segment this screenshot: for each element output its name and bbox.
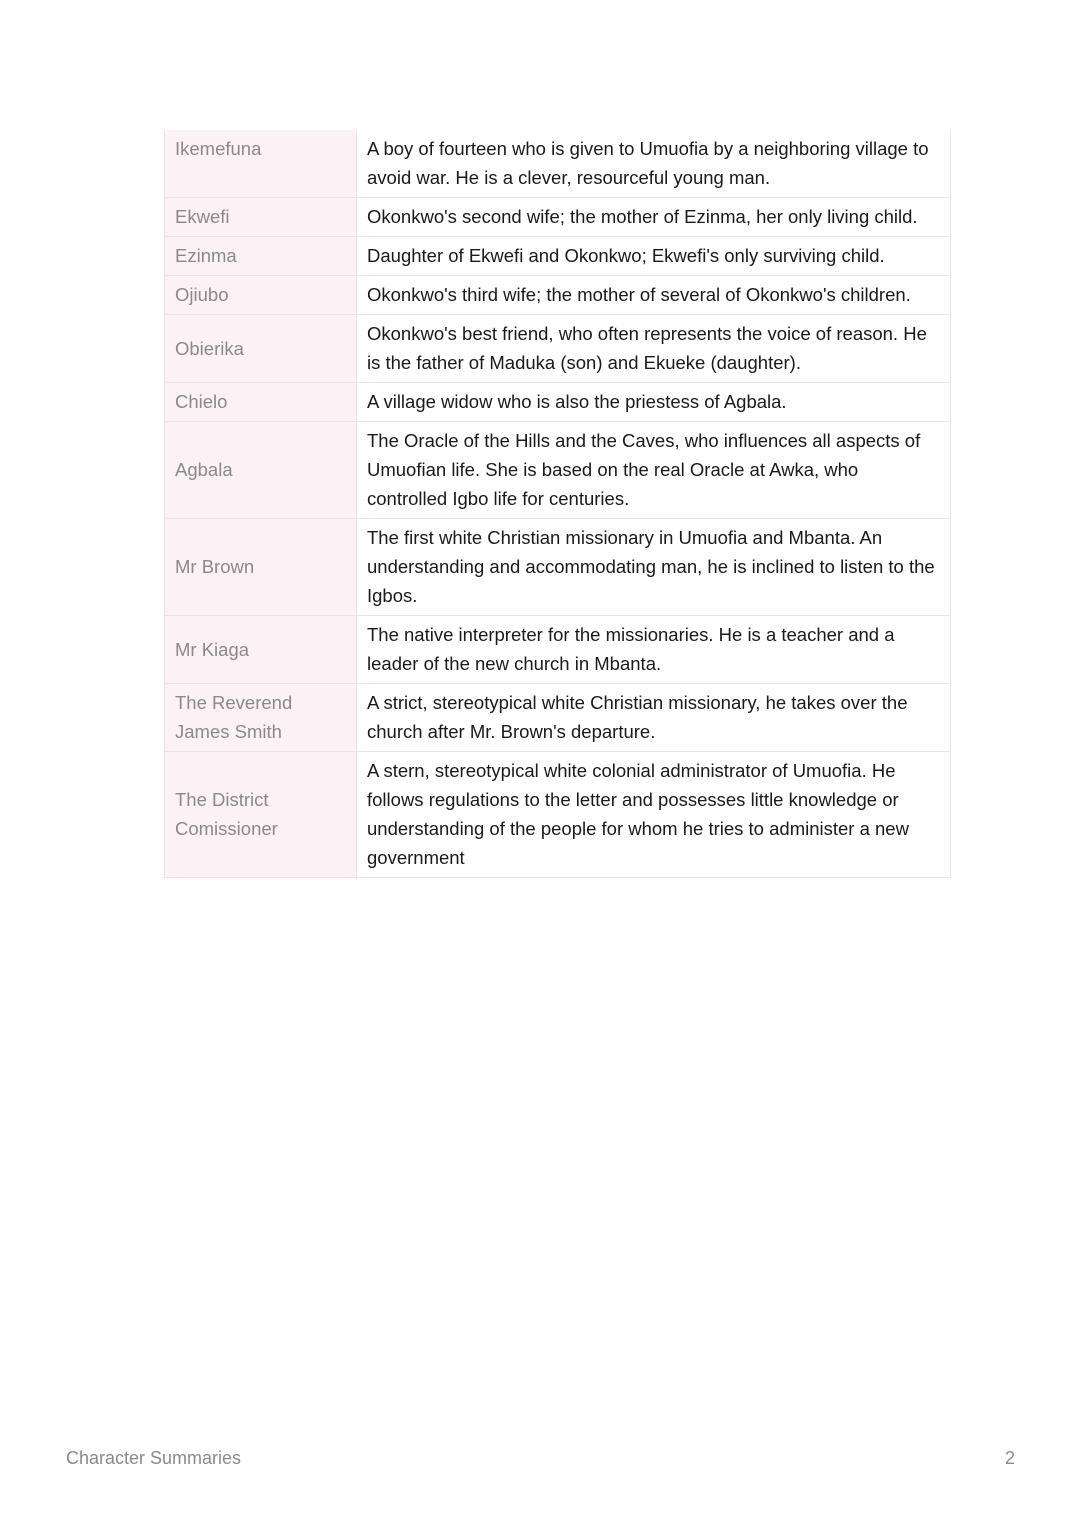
table-row [165,383,951,422]
table-row [165,315,951,383]
character-description: A boy of fourteen who is given to Umuofia by a neighboring village to avoid war. He is a clever, resourceful young man. [357,130,951,198]
character-name: Chielo [165,383,357,422]
character-description: A village widow who is also the priestess of Agbala. [357,383,951,422]
table-row [165,519,951,616]
character-description: The Oracle of the Hills and the Caves, who influences all aspects of Umuofian life. She is based on the real Oracle at Awka, who controlled Igbo life for centuries. [357,422,951,519]
character-name: Agbala [165,422,357,519]
character-description: The first white Christian missionary in Umuofia and Mbanta. An understanding and accommodating man, he is inclined to listen to the Igbos. [357,519,951,616]
table-row [165,276,951,315]
character-name: The District Comissioner [165,752,357,878]
character-name: Mr Kiaga [165,616,357,684]
character-name: Ekwefi [165,198,357,237]
character-name: The Reverend James Smith [165,684,357,752]
character-name: Ezinma [165,237,357,276]
table-row [165,616,951,684]
table-row [165,422,951,519]
character-table [164,130,951,878]
character-name: Mr Brown [165,519,357,616]
page-number: 2 [1004,1448,1015,1468]
character-name: Obierika [165,315,357,383]
footer-title: Character Summaries [66,1448,242,1468]
character-description: Okonkwo's second wife; the mother of Ezinma, her only living child. [357,198,951,237]
table-row [165,237,951,276]
character-description: A strict, stereotypical white Christian missionary, he takes over the church after Mr. Brown's departure. [357,684,951,752]
table-row [165,130,951,198]
character-description: Daughter of Ekwefi and Okonkwo; Ekwefi's only surviving child. [357,237,951,276]
character-description: Okonkwo's best friend, who often represents the voice of reason. He is the father of Maduka (son) and Ekueke (daughter). [357,315,951,383]
character-description: Okonkwo's third wife; the mother of several of Okonkwo's children. [357,276,951,315]
character-description: The native interpreter for the missionaries. He is a teacher and a leader of the new church in Mbanta. [357,616,951,684]
table-row [165,198,951,237]
character-name: Ojiubo [165,276,357,315]
character-description: A stern, stereotypical white colonial administrator of Umuofia. He follows regulations to the letter and possesses little knowledge or understanding of the people for whom he tries to administer a new government [357,752,951,878]
character-name: Ikemefuna [165,130,357,198]
table-row [165,752,951,878]
table-row [165,684,951,752]
